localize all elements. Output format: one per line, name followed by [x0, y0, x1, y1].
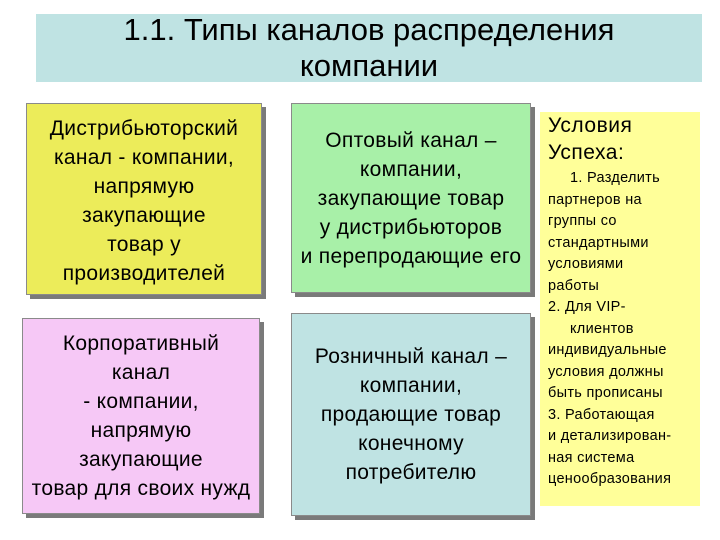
conditions-line: работы	[548, 277, 600, 294]
distributor-line: канал - компании,	[53, 146, 235, 169]
wholesale-channel-card	[291, 103, 531, 293]
conditions-line: 1. Разделить	[570, 170, 660, 186]
retail-channel-card	[291, 313, 531, 516]
conditions-line: быть прописаны	[548, 385, 663, 401]
conditions-line: условия должны	[548, 363, 664, 380]
wholesale-line: Оптовый канал –	[325, 128, 497, 152]
conditions-line: ная система	[548, 449, 635, 466]
conditions-line: стандартными	[548, 234, 649, 251]
conditions-line: партнеров на	[548, 191, 642, 208]
corporate-line: Корпоративный	[62, 332, 220, 355]
corporate-channel-card	[22, 318, 260, 514]
title-line-1: 1.1. Типы каналов распределения	[123, 12, 615, 47]
conditions-body	[548, 168, 700, 491]
corporate-line: - компании,	[83, 390, 199, 413]
distributor-line: Дистрибьюторский	[49, 117, 239, 140]
success-conditions-card	[540, 112, 700, 506]
conditions-line: индивидуальные	[548, 342, 667, 358]
retail-line: компании,	[359, 374, 463, 397]
slide-title	[36, 14, 702, 82]
conditions-heading-line: Успеха:	[548, 141, 625, 164]
wholesale-line: закупающие товар	[317, 186, 505, 210]
conditions-line: 3. Работающая	[548, 406, 655, 423]
distributor-line: производителей	[62, 262, 226, 285]
conditions-line: 2. Для VIP-	[548, 299, 626, 315]
corporate-line: канал	[111, 361, 171, 384]
distributor-line: закупающие	[82, 204, 206, 227]
distributor-line: товар у	[107, 233, 181, 256]
corporate-line: закупающие	[79, 448, 203, 471]
conditions-line: и детализирован-	[548, 428, 672, 444]
distributor-line: напрямую	[93, 175, 195, 198]
wholesale-line: у дистрибьюторов	[319, 215, 503, 239]
conditions-line: условиями	[548, 256, 624, 272]
conditions-line: клиентов	[570, 320, 634, 337]
retail-line: конечному	[358, 432, 464, 455]
retail-line: продающие товар	[320, 403, 502, 426]
title-line-2: компании	[299, 48, 439, 83]
corporate-line: напрямую	[90, 419, 192, 442]
conditions-line: группы со	[548, 213, 617, 229]
retail-line: потребителю	[345, 461, 477, 484]
wholesale-line: компании,	[359, 157, 463, 181]
conditions-heading-line: Условия	[548, 114, 633, 137]
conditions-heading	[548, 112, 700, 166]
corporate-line: товар для своих нужд	[31, 477, 251, 500]
distributor-channel-card	[26, 103, 262, 295]
retail-line: Розничный канал –	[314, 345, 508, 368]
conditions-line: ценообразования	[548, 471, 672, 487]
wholesale-line: и перепродающие его	[300, 244, 522, 268]
